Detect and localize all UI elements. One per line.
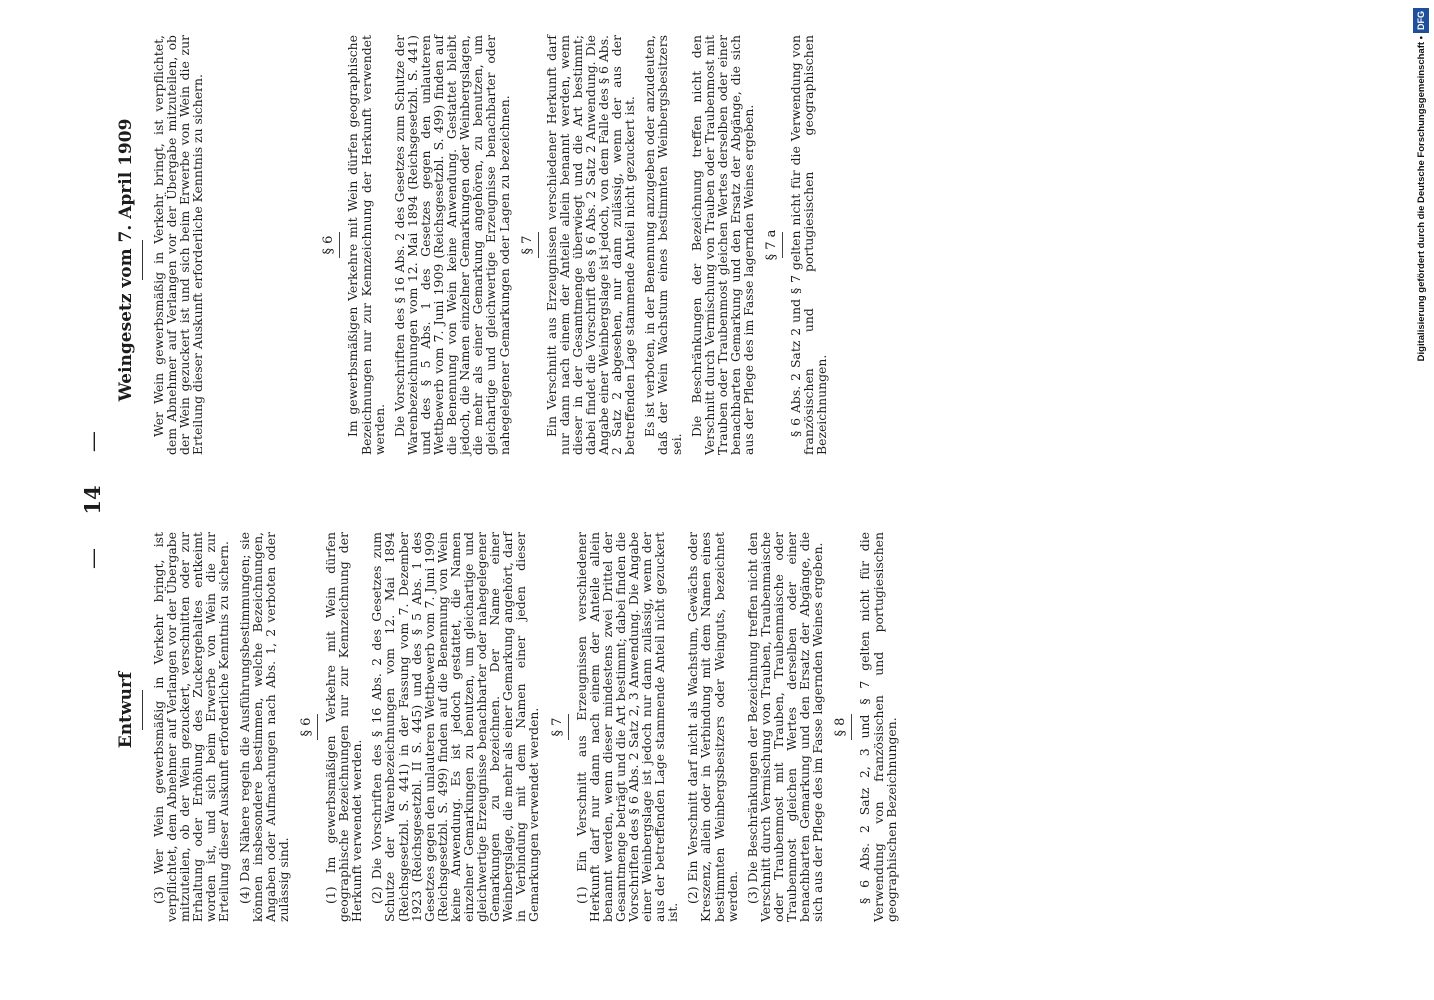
law-section-7-paragraph-3: Die Beschränkungen der Bezeichnung treffen nicht den Verschnitt durch Vermischung von Trauben oder Traubenmost mit Trauben oder Traubenmost gleichen Wertes derselben oder einer benachbarten Gemarkung und den Ersatz der Abgänge, die sich aus der Pflege des im Fasse lagernden Weines ergeben. [688, 35, 756, 455]
law-section-7a-label: § 7 a [764, 229, 780, 261]
draft-section-7-paragraph-1: (1) Ein Verschnitt aus Erzeugnissen verschiedener Herkunft darf nur dann nach einem der Anteile allein benannt werden, wenn dieser mindestens zwei Drittel der Gesamtmenge beträgt und die Art bestimmt; dabei finden die Vorschriften des § 6 Abs. 2 Satz 2, 3 Anwendung. Die Angabe einer Weinbergslage ist jedoch nur dann zulässig, wenn der aus der betreffenden Lage stammende Anteil nicht gezuckert ist. [573, 532, 681, 922]
draft-section-6-heading [300, 532, 318, 922]
right-heading-rule [142, 240, 143, 280]
law-section-7a-paragraph-1: § 6 Abs. 2 Satz 2 und § 7 gelten nicht für die Verwendung von französischen und portugiesischen geographischen Bezeichnungen. [788, 35, 830, 455]
page-number-dash-right: — [81, 431, 105, 453]
right-column-law-1909 [152, 35, 835, 455]
law-section-6-paragraph-2: Die Vorschriften des § 16 Abs. 2 des Gesetzes zum Schutze der Warenbezeichnungen vom 12. Mai 1894 (Reichsgesetzbl. S. 441) und des § 5 Abs. 1 des Gesetzes gegen den unlauteren Wettbewerb vom 7. Juni 1909 (Reichsgesetzbl. S. 499) finden auf die Benennung von Wein keine Anwendung. Gestattet bleibt jedoch, die Namen einzelner Gemarkungen oder Weinbergslagen, die mehr als einer Gemarkung angehören, zu benutzen, um gleichartige und gleichwertige Erzeugnisse benachbarter oder nahegelegener Gemarkungen oder Lagen zu bezeichnen. [391, 35, 512, 455]
section-rule [317, 714, 318, 740]
draft-section-8-heading [834, 532, 852, 922]
digitization-credit-sidebar [1413, 8, 1429, 388]
left-heading-text: Entwurf [116, 671, 136, 749]
left-column-draft [152, 532, 905, 922]
dfg-logo: DFG [1413, 8, 1429, 33]
draft-section-7-label: § 7 [549, 717, 565, 737]
page-number-value: 14 [80, 485, 105, 515]
section-rule [568, 714, 569, 740]
section-rule [339, 232, 340, 258]
law-section-6-label: § 6 [321, 235, 337, 255]
draft-section-8-paragraph-1: § 6 Abs. 2 Satz 2, 3 und § 7 gelten nicht für die Verwendung von französischen und portugiesischen geographischen Bezeichnungen. [857, 532, 899, 922]
draft-section-6-label: § 6 [298, 717, 314, 737]
draft-section-7-heading [551, 532, 569, 922]
right-column-heading [116, 0, 143, 520]
draft-paragraph-3: (3) Wer Wein gewerbsmäßig in Verkehr bringt, ist verpflichtet, dem Abnehmer auf Verlangen vor der Übergabe mitzuteilen, ob der Wein gezuckert, verschnitten oder zur Erhaltung oder Erhöhung des Zuckergehaltes entkeimt worden ist, und sich beim Erwerbe von Wein die zur Erteilung dieser Auskunft erforderliche Kenntnis zu sichern. [151, 532, 232, 922]
draft-section-6-paragraph-2: (2) Die Vorschriften des § 16 Abs. 2 des Gesetzes zum Schutze der Warenbezeichnungen vom 12. Mai 1894 (Reichsgesetzbl. S. 441) in der Fassung vom 7. Dezember 1923 (Reichsgesetzbl. II S. 445) und des § 5 Abs. 1 des Gesetzes gegen den unlauteren Wettbewerb vom 7. Juni 1909 (Reichsgesetzbl. S. 499) finden auf die Benennung von Wein keine Anwendung. Es ist jedoch gestattet, die Namen einzelner Gemarkungen zu benutzen, um gleichartige und gleichwertige Erzeugnisse benachbarter oder nahegelegener Gemarkungen zu bezeichnen. Der Name einer Weinbergslage, die mehr als einer Gemarkung angehört, darf in Verbindung mit dem Namen einer jeden dieser Gemarkungen verwendet werden. [369, 532, 542, 922]
digitization-credit [1413, 8, 1429, 388]
law-section-7-paragraph-1: Ein Verschnitt aus Erzeugnissen verschiedener Herkunft darf nur dann nach einem der Anteile allein benannt werden, wenn dieser in der Gesamtmenge überwiegt und die Art bestimmt; dabei findet die Vorschrift des § 6 Abs. 2 Satz 2 Anwendung. Die Angabe einer Weinbergslage ist jedoch, von dem Falle des § 6 Abs. 2 Satz 2 abgesehen, nur dann zulässig, wenn der aus der betreffenden Lage stammende Anteil nicht gezuckert ist. [543, 35, 638, 455]
draft-section-7-paragraph-3: (3) Die Beschränkungen der Bezeichnung treffen nicht den Verschnitt durch Vermischung von Trauben, Traubenmaische oder Traubenmost mit Trauben, Traubenmaische oder Traubenmost gleichen Wertes derselben oder einer benachbarten Gemarkung und den Ersatz der Abgänge, die sich aus der Pflege des im Fasse lagernden Weines ergeben. [744, 532, 826, 922]
law-section-7-label: § 7 [519, 235, 535, 255]
law-section-7-heading [521, 35, 539, 455]
draft-paragraph-4: (4) Das Nähere regeln die Ausführungsbestimmungen; sie können insbesondere bestimmen, welche Bezeichnungen, Angaben oder Aufmachungen nach Abs. 1, 2 verboten oder zulässig sind. [236, 532, 291, 922]
section-rule [851, 714, 852, 740]
left-column-heading [116, 560, 143, 860]
section-rule [538, 232, 539, 258]
right-heading-text: Weingesetz vom 7. April 1909 [116, 118, 136, 402]
left-heading-rule [142, 690, 143, 730]
section-rule [782, 232, 783, 258]
draft-section-6-paragraph-1: (1) Im gewerbsmäßigen Verkehre mit Wein dürfen geographische Bezeichnungen nur zur Kennzeichnung der Herkunft verwendet werden. [323, 532, 365, 922]
law-section-6-paragraph-1: Im gewerbsmäßigen Verkehre mit Wein dürfen geographische Bezeichnungen nur zur Kennzeichnung der Herkunft verwendet werden. [345, 35, 387, 455]
page-number [80, 0, 105, 1000]
law-section-7-paragraph-2: Es ist verboten, in der Benennung anzugeben oder anzudeuten, daß der Wein Wachstum eines bestimmten Weinbergsbesitzers sei. [642, 35, 684, 455]
draft-section-7-paragraph-2: (2) Ein Verschnitt darf nicht als Wachstum, Gewächs oder Kreszenz, allein oder in Verbindung mit dem Namen eines bestimmten Weinbergsbesitzers oder Weinguts, bezeichnet werden. [685, 532, 740, 922]
digitization-credit-text: Digitalisierung gefördert durch die Deutsche Forschungsgemeinschaft • [1416, 36, 1427, 362]
page-number-dash-left: — [81, 547, 105, 569]
law-section-7a-heading [765, 35, 783, 455]
draft-section-8-label: § 8 [833, 717, 849, 737]
law-paragraph-1: Wer Wein gewerbsmäßig in Verkehr bringt, ist verpflichtet, dem Abnehmer auf Verlangen vor der Übergabe mitzuteilen, ob der Wein gezuckert ist und sich beim Erwerbe von Wein die zur Erteilung dieser Auskunft erforderliche Kenntnis zu sichern. [151, 35, 206, 455]
law-section-6-heading [322, 35, 340, 455]
